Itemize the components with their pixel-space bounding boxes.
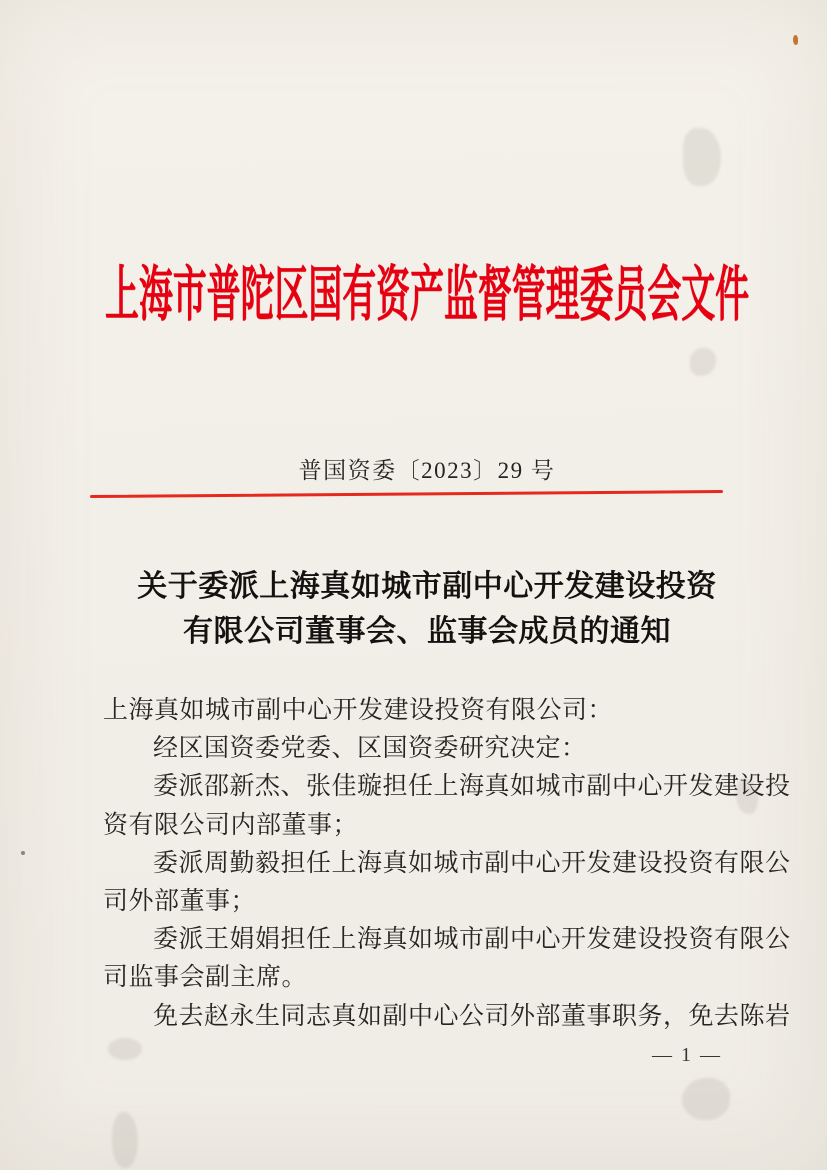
orange-ink-speck (793, 35, 798, 45)
red-header-banner (103, 256, 751, 334)
body-line: 司监事会副主席。 (103, 964, 308, 992)
body-line: 委派王娟娟担任上海真如城市副中心开发建设投资有限公 (153, 926, 791, 954)
body-line: 委派周勤毅担任上海真如城市副中心开发建设投资有限公 (153, 849, 791, 877)
body-line: 免去赵永生同志真如副中心公司外部董事职务，免去陈岩 (153, 1002, 791, 1030)
body-line: 司外部董事； (103, 888, 257, 916)
document-reference-number: 普国资委〔2023〕29 号 (298, 458, 556, 483)
body-line: 资有限公司内部董事； (103, 811, 359, 839)
notice-title-line-1: 关于委派上海真如城市副中心开发建设投资 (137, 570, 717, 603)
issuing-agency-title: 上海市普陀区国有资产监督管理委员会文件 (104, 262, 750, 328)
body-line-addressee: 上海真如城市副中心开发建设投资有限公司： (103, 697, 614, 724)
page-number: — 1 — (652, 1044, 722, 1066)
document-body (103, 692, 791, 1036)
scan-bleed-mark (683, 128, 721, 186)
notice-title-line-2: 有限公司董事会、监事会成员的通知 (183, 615, 671, 648)
body-line: 委派邵新杰、张佳璇担任上海真如城市副中心开发建设投 (153, 773, 791, 801)
notice-title (103, 564, 751, 654)
red-divider-line (90, 490, 723, 498)
scan-bleed-mark (690, 348, 716, 376)
scan-bleed-mark (112, 1112, 138, 1168)
body-line: 经区国资委党委、区国资委研究决定： (153, 735, 587, 763)
scan-bleed-mark (682, 1078, 730, 1120)
dark-speck (21, 851, 25, 855)
scan-bleed-mark (108, 1038, 142, 1060)
